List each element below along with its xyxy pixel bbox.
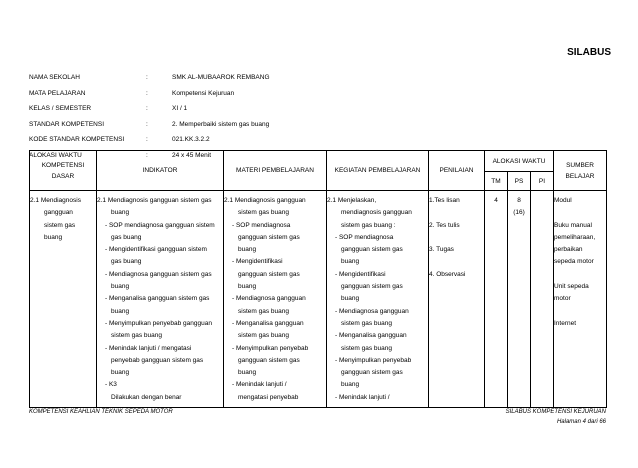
cell-line: 2.1 Mendiagnosis	[30, 197, 81, 204]
cell-line: gangguan sistem gas	[341, 369, 403, 377]
cell-line: sistem gas buang	[238, 209, 289, 217]
footer-document: SILABUS KOMPETENSI KEJURUAN	[505, 409, 606, 415]
header-ps: PS	[508, 172, 531, 191]
info-label: NAMA SEKOLAH	[29, 74, 80, 82]
header-sumber-line1: SUMBER	[566, 161, 594, 169]
header-kegiatan: KEGIATAN PEMBELAJARAN	[327, 151, 429, 191]
cell-line: 2.1 Mendiagnosis gangguan sistem gas	[97, 197, 212, 204]
cell-line: - Menganalisa gangguan	[232, 319, 304, 327]
cell-line: - Mengidentifikasi gangguan sistem	[105, 246, 207, 254]
cell-line: motor	[554, 295, 571, 303]
document-title: SILABUS	[567, 47, 611, 58]
header-sumber-belajar	[554, 151, 607, 191]
cell-line: - Menyimpulkan penyebab	[335, 356, 412, 364]
cell-line: gangguan	[44, 209, 73, 217]
info-colon: :	[146, 74, 148, 82]
cell-line	[554, 269, 606, 281]
header-penilaian: PENILAIAN	[429, 151, 485, 191]
info-row	[29, 117, 429, 133]
cell-line: gangguan sistem gas	[341, 283, 403, 291]
cell-line: pemeliharaan,	[554, 233, 596, 241]
cell-line: mendiagnosis gangguan	[341, 209, 412, 217]
cell-line: buang	[111, 283, 130, 291]
info-colon: :	[146, 136, 148, 144]
info-value: Kompetensi Kejuruan	[172, 89, 235, 97]
cell-line: sistem gas buang :	[341, 221, 396, 229]
cell-line: buang	[341, 381, 360, 389]
cell-line: buang	[341, 258, 360, 266]
info-row	[29, 86, 429, 102]
info-colon: :	[146, 89, 148, 97]
cell-line: - SOP mendiagnosa gangguan sistem	[105, 221, 215, 229]
cell-ps	[508, 191, 531, 408]
cell-materi	[224, 191, 327, 408]
info-label: KELAS / SEMESTER	[29, 105, 92, 113]
info-row	[29, 101, 429, 117]
cell-line: gangguan sistem gas	[238, 270, 300, 278]
info-row	[29, 70, 429, 86]
header-kompetensi-dasar	[30, 151, 97, 191]
info-row	[29, 132, 429, 148]
cell-line: - Mengidentifikasi	[335, 270, 386, 278]
cell-sumber	[554, 191, 607, 408]
info-colon: :	[146, 151, 148, 159]
cell-line: buang	[238, 369, 257, 377]
cell-line: - Menindak lanjuti / mengatasi	[105, 344, 192, 352]
info-value: 24 x 45 Menit	[172, 151, 212, 159]
cell-line: penyebab gangguan sistem gas	[111, 356, 204, 364]
cell-line: sistem gas buang	[111, 332, 162, 340]
header-indikator: INDIKATOR	[97, 151, 224, 191]
cell-line: mengatasi penyebab	[238, 393, 299, 401]
info-value: SMK AL-MUBAAROK REMBANG	[172, 74, 270, 82]
info-label: ALOKASI WAKTU	[29, 151, 82, 159]
cell-line	[429, 256, 484, 268]
header-sumber-line2: BELAJAR	[565, 172, 595, 180]
cell-line: 4. Observasi	[429, 270, 466, 278]
cell-line: buang	[238, 246, 257, 254]
cell-line: - K3	[105, 381, 117, 389]
cell-line: Dilakukan dengan benar	[111, 393, 182, 401]
cell-kegiatan	[327, 191, 429, 408]
cell-line: buang	[111, 369, 130, 377]
cell-kompetensi	[30, 191, 97, 408]
cell-line: perbaikan	[554, 246, 583, 254]
cell-line: buang	[111, 209, 130, 217]
header-kompetensi-line1: KOMPETENSI	[41, 161, 85, 169]
cell-line: - Menindak lanjuti /	[232, 381, 287, 389]
info-label: KODE STANDAR KOMPETENSI	[29, 136, 125, 144]
cell-line: - Menyimpulkan penyebab	[232, 344, 309, 352]
cell-line	[554, 306, 606, 318]
info-value: 2. Memperbaiki sistem gas buang	[172, 120, 270, 128]
cell-line: 2.1 Mendiagnosis gangguan	[224, 197, 306, 204]
table-row	[30, 191, 607, 408]
cell-line: sistem gas buang	[341, 319, 392, 327]
info-label: STANDAR KOMPETENSI	[29, 120, 105, 128]
cell-line: 1.Tes lisan	[429, 197, 460, 204]
cell-line: - Mengidentifikasi	[232, 258, 283, 266]
cell-line: buang	[238, 283, 257, 291]
cell-pi	[531, 191, 554, 408]
cell-line: gas buang	[111, 233, 142, 241]
cell-line: buang	[44, 233, 63, 241]
cell-tm	[485, 191, 508, 408]
footer-program: KOMPETENSI KEAHLIAN TEKNIK SEPEDA MOTOR	[29, 409, 173, 415]
cell-penilaian	[429, 191, 485, 408]
cell-line: gas buang	[111, 258, 142, 266]
cell-line: - SOP mendiagnosa	[232, 221, 291, 229]
cell-line: - SOP mendiagnosa	[335, 233, 394, 241]
cell-indikator	[97, 191, 224, 408]
cell-line: sistem gas buang	[341, 344, 392, 352]
cell-line: - Menyimpulkan penyebab gangguan	[105, 319, 212, 327]
cell-line: Unit sepeda	[554, 283, 589, 291]
cell-line: 2.1 Menjelaskan,	[327, 197, 377, 204]
syllabus-table	[29, 150, 607, 408]
cell-line: - Menganalisa gangguan	[335, 332, 407, 340]
cell-line: 8	[517, 197, 521, 204]
cell-line: 3. Tugas	[429, 246, 454, 254]
info-label: MATA PELAJARAN	[29, 89, 86, 97]
cell-line: - Menindak lanjuti /	[335, 393, 390, 401]
cell-line: Internet	[554, 319, 577, 327]
header-kompetensi-line2: DASAR	[51, 172, 75, 180]
header-pi: PI	[531, 172, 554, 191]
cell-line: buang	[341, 295, 360, 303]
info-value: XI / 1	[172, 105, 188, 113]
cell-line: Buku manual	[554, 221, 592, 229]
footer-page-number: Halaman 4 dari 66	[556, 419, 606, 425]
header-tm: TM	[485, 172, 508, 191]
cell-line: sepeda motor	[554, 258, 594, 266]
cell-line: gangguan sistem gas	[238, 356, 300, 364]
cell-line: - Mendiagnosa gangguan	[232, 295, 306, 303]
cell-line	[429, 207, 484, 219]
cell-line	[429, 232, 484, 244]
header-materi: MATERI PEMBELAJARAN	[224, 151, 327, 191]
info-colon: :	[146, 105, 148, 113]
cell-line: - Mendiagnosa gangguan	[335, 307, 409, 315]
cell-line: buang	[111, 307, 130, 315]
cell-line: gangguan sistem gas	[341, 246, 403, 254]
cell-line: (16)	[513, 209, 525, 217]
info-value: 021.KK.3.2.2	[172, 136, 210, 144]
cell-line: - Mendiagnosa gangguan sistem gas	[105, 270, 212, 278]
cell-line: gangguan sistem gas	[238, 233, 300, 241]
cell-line: sistem gas	[44, 221, 76, 229]
cell-line: sistem gas buang	[238, 332, 289, 340]
cell-line	[554, 207, 606, 219]
cell-line: 2. Tes tulis	[429, 221, 460, 229]
cell-line: 4	[494, 197, 498, 204]
header-alokasi-waktu: ALOKASI WAKTU	[485, 151, 554, 172]
cell-line: Modul	[554, 197, 572, 204]
info-colon: :	[146, 120, 148, 128]
cell-line: sistem gas buang	[238, 307, 289, 315]
cell-line: - Menganalisa gangguan sistem gas	[105, 295, 210, 303]
